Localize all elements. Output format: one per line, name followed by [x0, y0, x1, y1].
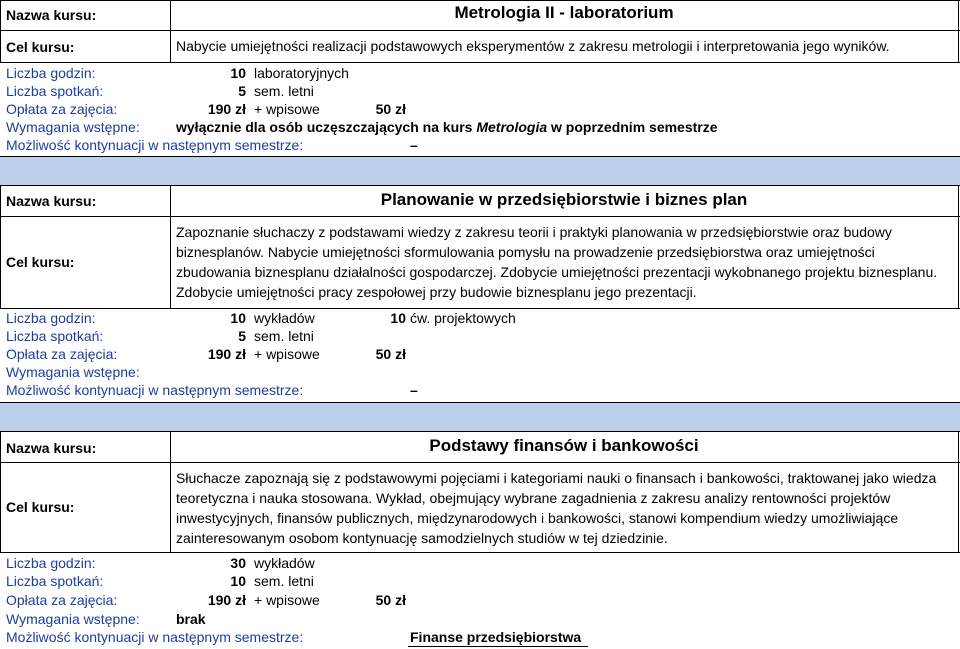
hours-value: 10 [230, 310, 246, 326]
meetings-label: Liczba spotkań: [6, 83, 104, 99]
continuation-label: Możliwość kontynuacji w następnym semestrze: [6, 137, 304, 153]
requirements-value: brak [176, 611, 206, 627]
fee-value: 190 zł [207, 592, 246, 608]
course-title: Podstawy finansów i bankowości [429, 436, 699, 455]
hours-value: 10 [230, 65, 246, 81]
fee-label: Opłata za zajęcia: [6, 346, 118, 362]
requirements-label: Wymagania wstępne: [6, 611, 140, 627]
course-goal: Zapoznanie słuchaczy z podstawami wiedzy z zakresu teorii i praktyki planowania w przedsiębiorstwie oraz budowy biznesplanów. Nabycie umiejętności sformulowania pomysłu na prowadzenie przedsiębiorstwa oraz umiejętności zbudowania biznesplanu działalności gospodarczej. Zdobycie umiejętności prezentacji wykobnanego projektu biznesplanu. Zdobycie umiejętności pracy zespołowej przy budowie biznesplanu jego prezentacji. [176, 224, 938, 300]
hours-unit: wykładów [254, 310, 315, 326]
meetings-unit: sem. letni [254, 573, 314, 589]
fee-value: 190 zł [207, 346, 246, 362]
continuation-label: Możliwość kontynuacji w następnym semestrze: [6, 629, 304, 645]
hours-unit: wykładów [254, 555, 315, 571]
course-name-label: Nazwa kursu: [6, 7, 97, 23]
fee-extra-value: 50 zł [375, 592, 406, 608]
course-goal-label: Cel kursu: [6, 499, 75, 515]
fee-extra: + wpisowe [254, 101, 320, 117]
fee-extra: + wpisowe [254, 346, 320, 362]
course-title: Metrologia II - laboratorium [454, 3, 674, 22]
fee-value: 190 zł [207, 101, 246, 117]
hours-label: Liczba godzin: [6, 65, 96, 81]
fee-label: Opłata za zajęcia: [6, 101, 118, 117]
hours-unit-2: ćw. projektowych [410, 310, 516, 326]
fee-extra-value: 50 zł [375, 346, 406, 362]
hours-label: Liczba godzin: [6, 555, 96, 571]
hours-value: 30 [230, 555, 246, 571]
course-title: Planowanie w przedsiębiorstwie i biznes plan [380, 190, 748, 209]
hours-unit: laboratoryjnych [254, 65, 349, 81]
requirements-label: Wymagania wstępne: [6, 364, 140, 380]
course-goal-label: Cel kursu: [6, 254, 75, 270]
course-goal: Nabycie umiejętności realizacji podstawowych eksperymentów z zakresu metrologii i interpretowania jego wyników. [176, 38, 890, 54]
course-name-label: Nazwa kursu: [6, 440, 97, 456]
continuation-value: – [410, 137, 418, 153]
continuation-label: Możliwość kontynuacji w następnym semestrze: [6, 382, 304, 398]
requirements-value: wyłącznie dla osób uczęszczających na kurs Metrologia w poprzednim semestrze [176, 119, 718, 135]
meetings-unit: sem. letni [254, 328, 314, 344]
fee-extra-value: 50 zł [375, 101, 406, 117]
course-goal: Słuchacze zapoznają się z podstawowymi pojęciami i kategoriami nauki o finansach i bankowości, traktowanej jako wiedza teoretyczna i nauka stosowana. Wykład, obejmujący wybrane zagadnienia z zakresu analizy rentowności projektów inwestycyjnych, finansów publicznych, międzynarodowych i bankowości, stanowi kompendium wiedzy umożliwiające zainteresowanym osobom kontynuację samodzielnych studiów w tej dziedzinie. [176, 470, 937, 546]
meetings-label: Liczba spotkań: [6, 573, 104, 589]
meetings-value: 10 [230, 573, 246, 589]
fee-label: Opłata za zajęcia: [6, 592, 118, 608]
fee-extra: + wpisowe [254, 592, 320, 608]
course-name-label: Nazwa kursu: [6, 193, 97, 209]
required-course-name: Metrologia [476, 119, 548, 135]
hours-label: Liczba godzin: [6, 310, 96, 326]
hours-value-2: 10 [390, 310, 406, 326]
continuation-value: Finanse przedsiębiorstwa [410, 629, 582, 645]
requirements-label: Wymagania wstępne: [6, 119, 140, 135]
course-goal-label: Cel kursu: [6, 39, 75, 55]
meetings-value: 5 [238, 328, 246, 344]
course-separator [0, 402, 960, 432]
continuation-value: – [410, 382, 418, 398]
meetings-label: Liczba spotkań: [6, 328, 104, 344]
meetings-unit: sem. letni [254, 83, 314, 99]
meetings-value: 5 [238, 83, 246, 99]
course-separator [0, 156, 960, 186]
